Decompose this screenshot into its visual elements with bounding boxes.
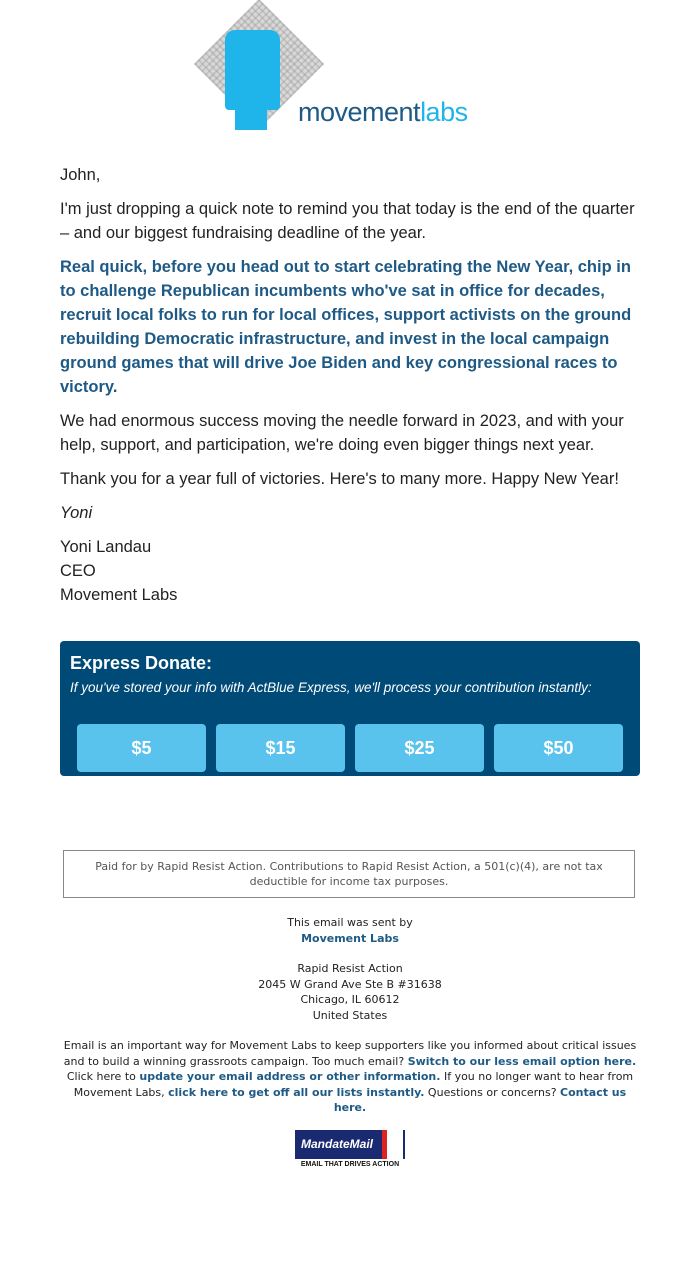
express-donate-title: Express Donate: (70, 653, 213, 673)
logo-wordmark (298, 99, 468, 126)
paragraph-success: We had enormous success moving the needle forward in 2023, and with your help, support, and participation, we're doing even bigger things next year. (60, 412, 624, 454)
signature-block (60, 535, 640, 607)
footer-legal-text (60, 1038, 640, 1116)
address-line-country: United States (312, 1008, 388, 1022)
address-line-org: Rapid Resist Action (297, 962, 403, 975)
update-info-link[interactable]: update your email address or other information. (139, 1070, 441, 1083)
sent-by-block (60, 915, 640, 946)
footer-text-3: If you no longer want to hear from Movement Labs, (73, 1070, 634, 1099)
flag-icon (382, 1130, 403, 1159)
sender-link[interactable]: Movement Labs (301, 931, 399, 945)
sent-by-text: This email was sent by (287, 916, 413, 929)
mandatemail-banner (295, 1130, 405, 1159)
address-line-street: 2045 W Grand Ave Ste B #31638 (258, 977, 442, 991)
donate-5-button[interactable]: $5 (77, 724, 206, 772)
mandatemail-wordmark: MandateMail (301, 1137, 374, 1151)
donate-50-button[interactable]: $50 (494, 724, 623, 772)
logo-word-movement: movement (298, 97, 421, 127)
paid-for-disclaimer: Paid for by Rapid Resist Action. Contributions to Rapid Resist Action, a 501(c)(4), are not tax deductible for income tax purposes. (63, 850, 635, 898)
logo-word-labs: labs (420, 97, 468, 127)
express-donate-panel (60, 641, 640, 776)
signature-title: CEO (60, 562, 96, 580)
contact-us-link[interactable]: Contact us here. (333, 1085, 627, 1114)
address-line-city: Chicago, IL 60612 (300, 993, 400, 1006)
signature-name: Yoni Landau (60, 538, 152, 556)
express-donate-subtitle: If you've stored your info with ActBlue Express, we'll process your contribution instantly: (70, 680, 592, 695)
email-body (60, 163, 640, 607)
paragraph-appeal: Real quick, before you head out to start celebrating the New Year, chip in to challenge Republican incumbents who've sat in office for decades, recruit local folks to run for local offices, support activists on the ground rebuilding Democratic infrastructure, and invest in the local campaign ground games that will drive Joe Biden and key congressional races to victory. (60, 258, 632, 396)
footer-text-4: Questions or concerns? (424, 1085, 561, 1099)
signature-italic: Yoni (60, 504, 93, 522)
fist-wrist-shape (235, 102, 267, 130)
donate-25-button[interactable]: $25 (355, 724, 484, 772)
paragraph-deadline: I'm just dropping a quick note to remind you that today is the end of the quarter – and our biggest fundraising deadline of the year. (60, 200, 635, 242)
mandatemail-tagline: EMAIL THAT DRIVES ACTION (300, 1161, 400, 1168)
unsubscribe-link[interactable]: click here to get off all our lists instantly. (168, 1085, 425, 1099)
donate-15-button[interactable]: $15 (216, 724, 345, 772)
signature-org: Movement Labs (60, 586, 178, 604)
footer-text-1: Email is an important way for Movement Labs to keep supporters like you informed about critical issues and to build a winning grassroots campaign. Too much email? (63, 1039, 637, 1068)
less-email-link[interactable]: Switch to our less email option here. (407, 1054, 637, 1068)
mandatemail-badge[interactable] (295, 1130, 405, 1170)
paragraph-thanks: Thank you for a year full of victories. Here's to many more. Happy New Year! (60, 470, 619, 488)
raised-fist-logo-icon (225, 30, 280, 110)
greeting: John, (60, 166, 101, 184)
footer-text-2: Click here to (66, 1070, 140, 1083)
movement-labs-logo[interactable] (195, 12, 505, 137)
mailing-address (60, 961, 640, 1023)
